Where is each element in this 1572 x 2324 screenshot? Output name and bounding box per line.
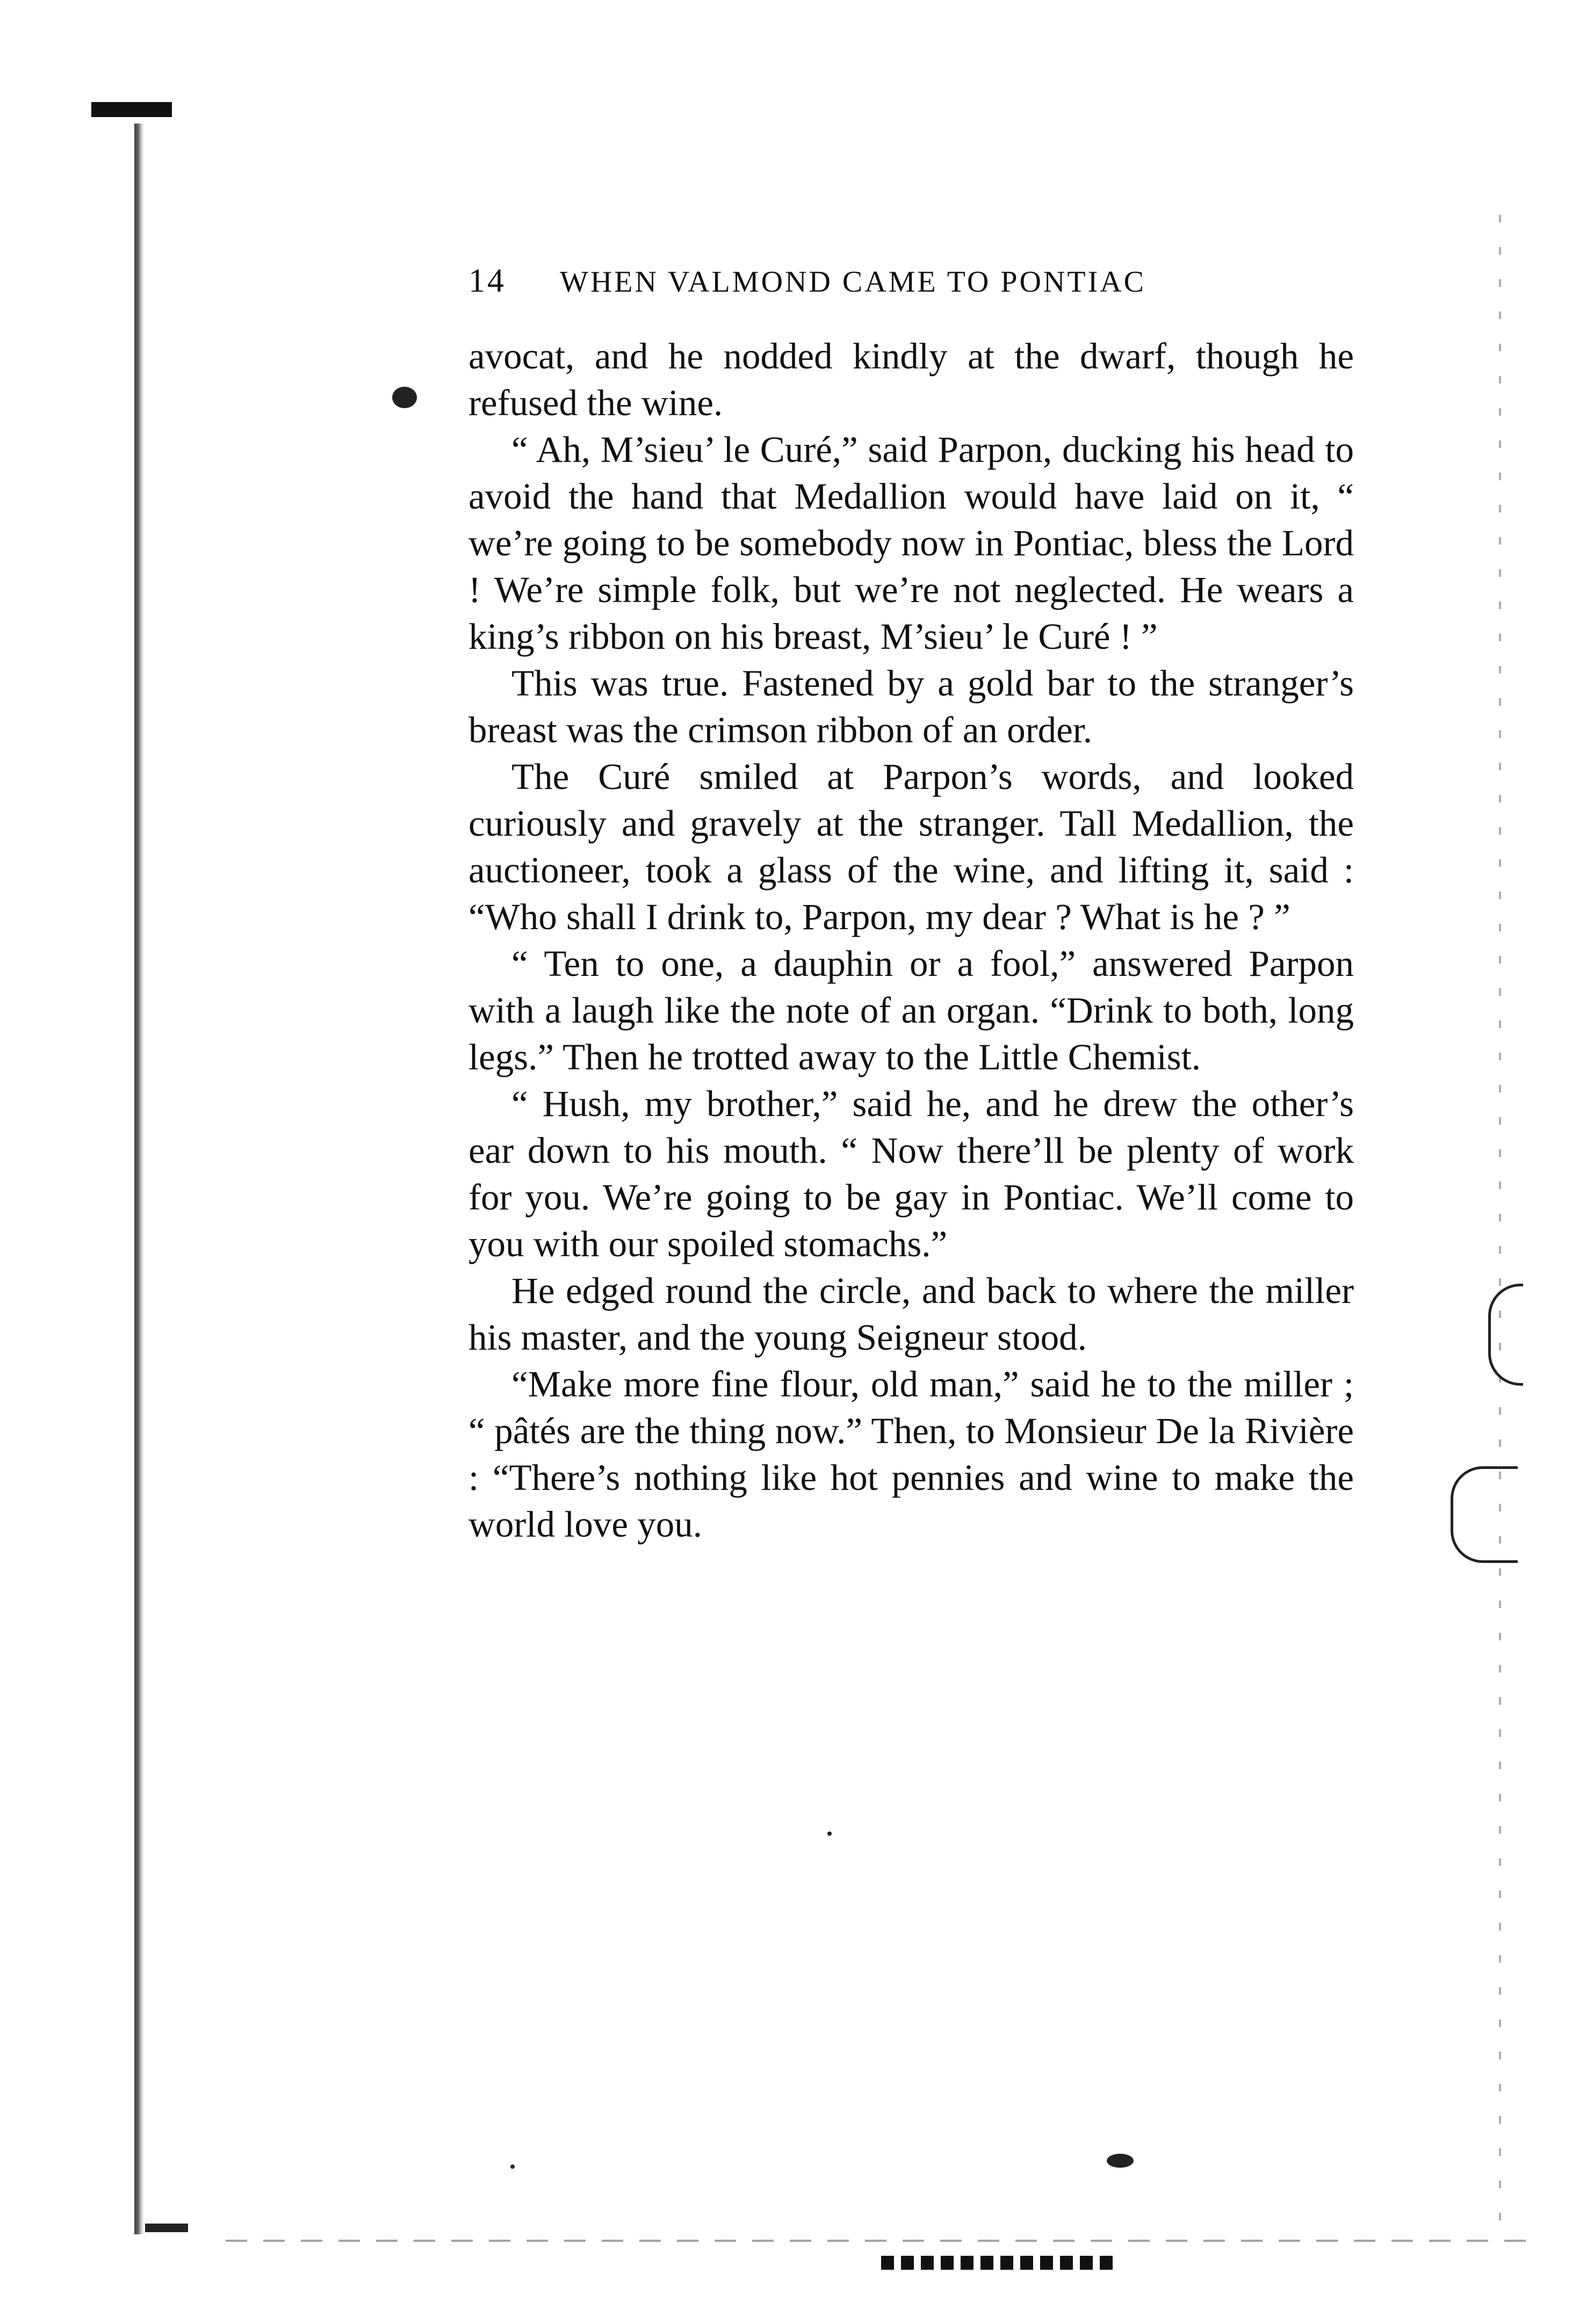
paragraph: This was true. Fastened by a gold bar to the stranger’s breast was the crimson ribbon of an order. [468,663,1354,750]
ink-speck [510,2164,515,2169]
scan-marks [881,2256,1117,2270]
bottom-edge-shadow [226,2240,1526,2242]
running-header [468,262,1269,305]
paragraph: “ Hush, my brother,” said he, and he drew the other’s ear down to his mouth. “ Now there’ll be plenty of work for you. We’re going to be gay in Pontiac. We’ll come to you with our spoiled stomachs.” [468,1083,1354,1264]
ink-speck [827,1831,832,1836]
binding-edge [134,124,144,2234]
page-edge-shadow [1499,215,1501,2229]
paragraph: The Curé smiled at Parpon’s words, and looked curiously and gravely at the stranger. Tall Medallion, the auctioneer, took a glass of the wine, and lifting it, said : “Who shall I drink to, Parpon, my dear ? What is he ? ” [468,756,1354,937]
margin-pencil-mark [1451,1466,1518,1563]
margin-pencil-mark [1488,1284,1523,1386]
body-text [468,333,1354,1548]
running-title: WHEN VALMOND CAME TO PONTIAC [560,265,1146,299]
paragraph: “Make more fine flour, old man,” said he to the miller ; “ pâtés are the thing now.” Then, to Monsieur De la Rivière : “There’s nothing like hot pennies and wine to make the world love you. [468,1364,1354,1545]
page-number: 14 [468,263,506,299]
paragraph: “ Ah, M’sieu’ le Curé,” said Parpon, ducking his head to avoid the hand that Medallion would have laid on it, “ we’re going to be somebody now in Pontiac, bless the Lord ! We’re simple folk, but we’re not neglected. He wears a king’s ribbon on his breast, M’sieu’ le Curé ! ” [468,429,1354,657]
paragraph: He edged round the circle, and back to where the miller his master, and the young Seigneur stood. [468,1270,1354,1358]
ink-speck [392,387,417,408]
binding-edge-mark [91,102,172,117]
paragraph: “ Ten to one, a dauphin or a fool,” answered Parpon with a laugh like the note of an organ. “Drink to both, long legs.” Then he trotted away to the Little Chemist. [468,943,1354,1077]
ink-speck [1107,2154,1134,2168]
binding-edge-foot [145,2224,188,2232]
paragraph: avocat, and he nodded kindly at the dwarf, though he refused the wine. [468,336,1354,423]
